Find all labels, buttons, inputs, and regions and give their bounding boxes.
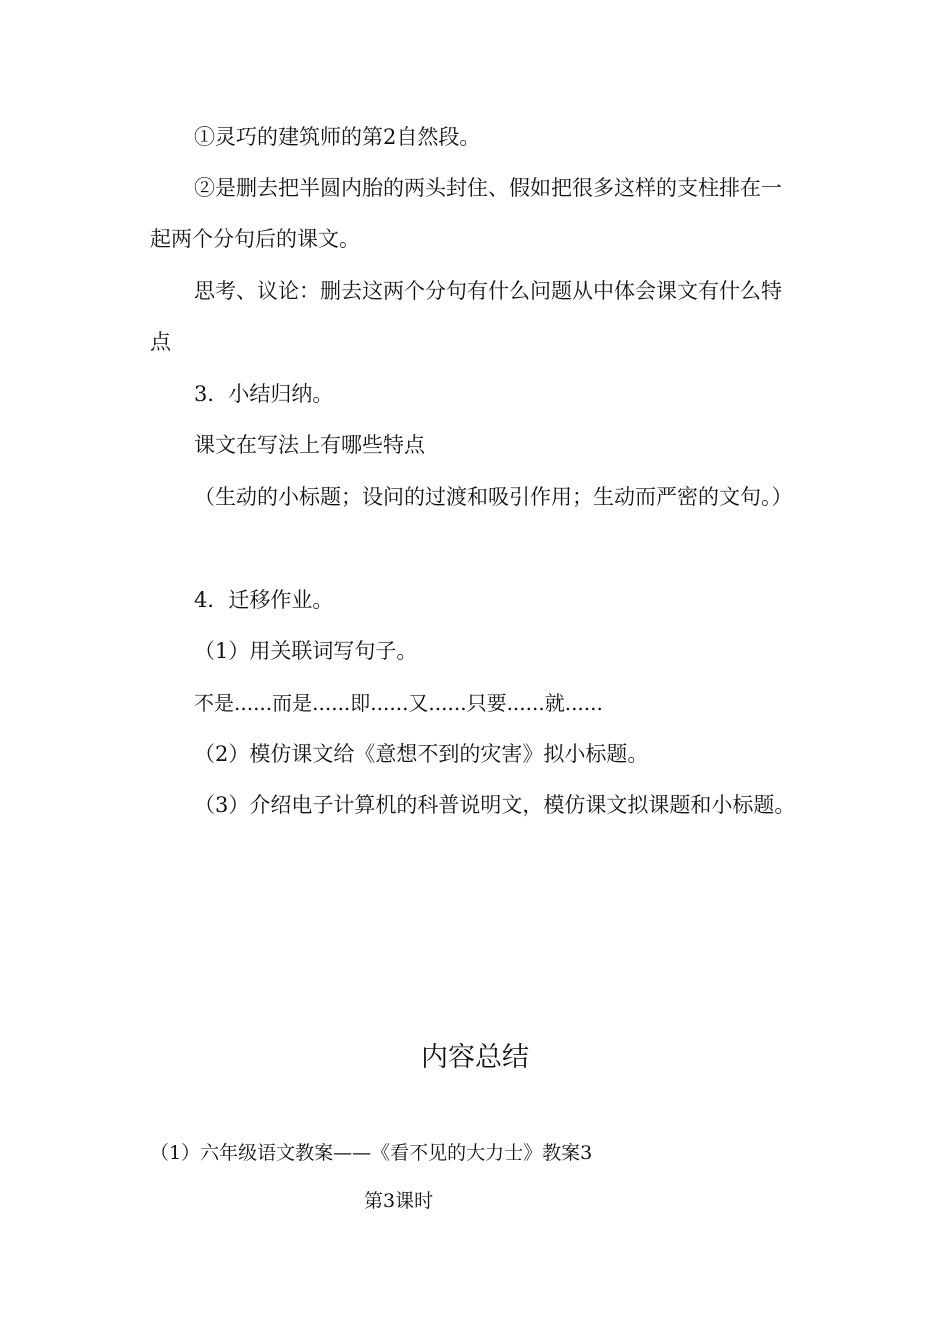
paragraph-9: 不是......而是......即......又......只要......就...... xyxy=(194,691,603,715)
paragraph-2: ②是删去把半圆内胎的两头封住、假如把很多这样的支柱排在一起两个分句后的课文。 xyxy=(150,176,782,251)
summary-item-1-subtitle: 第3课时 xyxy=(364,1190,434,1212)
paragraph-7: 4．迁移作业。 xyxy=(194,588,334,612)
paragraph-5: 课文在写法上有哪些特点 xyxy=(194,433,425,457)
summary-title: 内容总结 xyxy=(421,1042,529,1073)
paragraph-1: ①灵巧的建筑师的第2自然段。 xyxy=(194,125,481,149)
paragraph-8: （1）用关联词写句子。 xyxy=(194,639,418,663)
summary-item-1: （1）六年级语文教案——《看不见的大力士》教案3 xyxy=(150,1142,593,1164)
paragraph-4: 3．小结归纳。 xyxy=(194,382,334,406)
paragraph-11: （3）介绍电子计算机的科普说明文，模仿课文拟课题和小标题。 xyxy=(194,793,796,817)
paragraph-10: （2）模仿课文给《意想不到的灾害》拟小标题。 xyxy=(194,742,649,766)
paragraph-3: 思考、议论：删去这两个分句有什么问题从中体会课文有什么特点 xyxy=(150,279,782,354)
paragraph-6: （生动的小标题；设问的过渡和吸引作用；生动而严密的文句。） xyxy=(194,485,793,509)
